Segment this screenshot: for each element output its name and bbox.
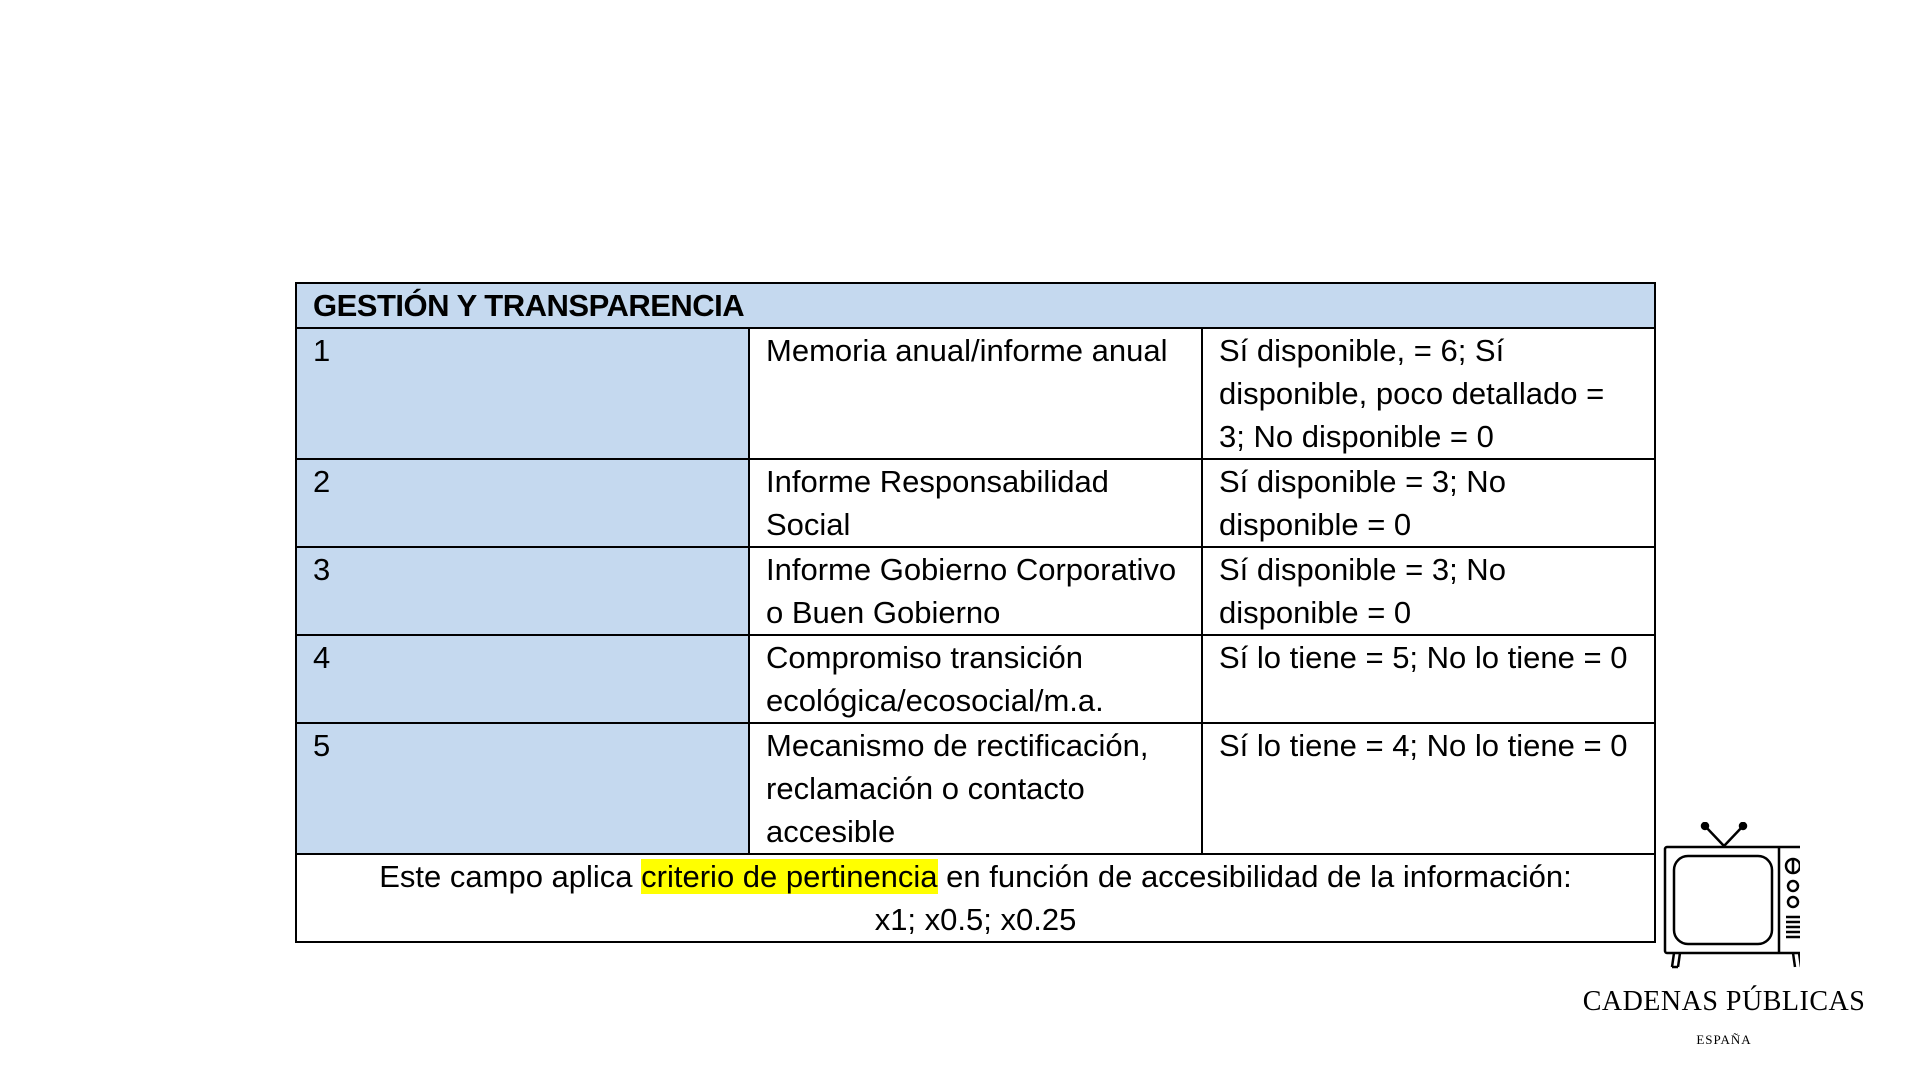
table-header-row [296,283,1655,328]
section-title: GESTIÓN Y TRANSPARENCIA [296,283,1655,328]
table-row [296,547,1655,635]
brand-logo [1582,822,1866,1048]
table-row [296,635,1655,723]
row-number: 2 [296,459,749,547]
row-number: 5 [296,723,749,854]
table-row [296,328,1655,459]
row-scoring: Sí disponible = 3; No disponible = 0 [1202,459,1655,547]
pertinence-note [296,854,1655,942]
row-number: 1 [296,328,749,459]
footer-row [296,854,1655,942]
note-suffix: en función de accesibilidad de la información: [937,859,1572,894]
table-row [296,459,1655,547]
row-concept: Memoria anual/informe anual [749,328,1202,459]
row-concept: Informe Responsabilidad Social [749,459,1202,547]
table-row [296,723,1655,854]
row-scoring: Sí disponible, = 6; Sí disponible, poco detallado = 3; No disponible = 0 [1202,328,1655,459]
television-icon [1648,822,1800,970]
note-multipliers: x1; x0.5; x0.25 [874,902,1077,937]
criteria-table [295,282,1656,943]
note-prefix: Este campo aplica [379,859,642,894]
row-scoring: Sí lo tiene = 5; No lo tiene = 0 [1202,635,1655,723]
row-scoring: Sí disponible = 3; No disponible = 0 [1202,547,1655,635]
row-number: 4 [296,635,749,723]
row-number: 3 [296,547,749,635]
row-scoring: Sí lo tiene = 4; No lo tiene = 0 [1202,723,1655,854]
brand-country: ESPAÑA [1696,1032,1752,1047]
note-highlight: criterio de pertinencia [641,859,938,894]
row-concept: Informe Gobierno Corporativo o Buen Gobierno [749,547,1202,635]
row-concept: Compromiso transición ecológica/ecosocial/m.a. [749,635,1202,723]
row-concept: Mecanismo de rectificación, reclamación o contacto accesible [749,723,1202,854]
brand-name: CADENAS PÚBLICAS [1582,986,1866,1017]
